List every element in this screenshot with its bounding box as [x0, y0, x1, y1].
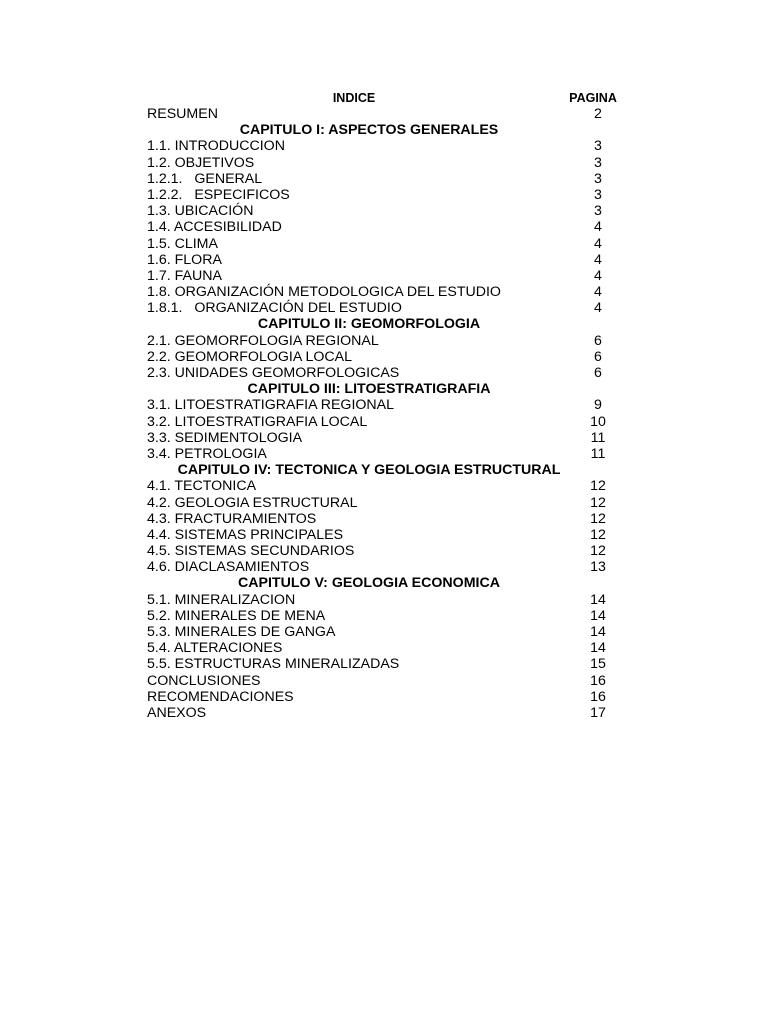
toc-entry	[147, 414, 623, 430]
toc-entry-page: 13	[590, 559, 606, 576]
toc-entry	[147, 203, 623, 219]
toc-rows	[147, 106, 623, 721]
toc-entry-label: 1.8. ORGANIZACIÓN METODOLOGICA DEL ESTUDIO	[147, 284, 501, 301]
toc-entry-label: 4.5. SISTEMAS SECUNDARIOS	[147, 543, 355, 560]
toc-entry-page: 14	[590, 591, 606, 608]
toc-entry-page: 6	[594, 365, 602, 381]
toc-entry	[147, 559, 623, 575]
toc-entry	[147, 608, 623, 624]
toc-entry-page: 12	[590, 510, 606, 527]
toc-entry-label: 2.2. GEOMORFOLOGIA LOCAL	[147, 348, 352, 365]
toc-entry-label: 5.1. MINERALIZACION	[147, 591, 296, 608]
toc-entry	[147, 689, 623, 705]
toc-entry-label: CONCLUSIONES	[147, 672, 261, 689]
toc-entry-page: 17	[590, 704, 606, 721]
chapter-heading: CAPITULO II: GEOMORFOLOGIA	[257, 316, 481, 333]
toc-entry-label: 3.3. SEDIMENTOLOGIA	[147, 429, 303, 446]
toc-entry-page: 4	[594, 300, 602, 317]
toc-entry-label: 1.1. INTRODUCCION	[147, 138, 285, 155]
toc-entry-page: 3	[594, 203, 602, 220]
toc-entry-label: 1.2.1. GENERAL	[147, 170, 263, 187]
toc-entry-label: 1.4. ACCESIBILIDAD	[147, 219, 282, 236]
toc-entry-label: 1.8.1. ORGANIZACIÓN DEL ESTUDIO	[147, 300, 402, 317]
toc-entry-page: 4	[594, 219, 602, 236]
toc-entry-page: 15	[590, 656, 606, 673]
toc-entry-page: 12	[590, 494, 606, 511]
toc-entry	[147, 349, 623, 365]
toc-entry	[147, 511, 623, 527]
toc-entry-page: 11	[590, 429, 606, 446]
toc-entry-page: 9	[594, 397, 602, 414]
toc-entry-page: 11	[590, 445, 606, 462]
toc-entry-label: RECOMENDACIONES	[147, 688, 294, 705]
toc-entry-label: 4.4. SISTEMAS PRINCIPALES	[147, 526, 344, 543]
toc-entry-label: 4.1. TECTONICA	[147, 478, 257, 495]
toc-header	[147, 90, 623, 106]
toc-entry-label: 5.5. ESTRUCTURAS MINERALIZADAS	[147, 656, 400, 673]
toc-entry-page: 12	[590, 543, 606, 560]
toc-entry	[147, 543, 623, 559]
toc-entry-page: 6	[594, 348, 602, 365]
toc-entry-page: 3	[594, 186, 602, 203]
toc-entry-label: 2.3. UNIDADES GEOMORFOLOGICAS	[147, 365, 400, 381]
toc-entry-label: 1.5. CLIMA	[147, 235, 218, 252]
toc-entry-page: 14	[590, 640, 606, 657]
chapter-heading: CAPITULO III: LITOESTRATIGRAFIA	[247, 381, 491, 398]
toc-entry	[147, 656, 623, 672]
toc-entry	[147, 300, 623, 316]
toc-entry	[147, 219, 623, 235]
toc-entry	[147, 236, 623, 252]
toc-entry-label: 5.2. MINERALES DE MENA	[147, 607, 326, 624]
toc-entry	[147, 171, 623, 187]
toc-entry-label: 3.2. LITOESTRATIGRAFIA LOCAL	[147, 413, 368, 430]
chapter-heading: CAPITULO IV: TECTONICA Y GEOLOGIA ESTRUCTURAL	[177, 462, 561, 479]
toc-entry	[147, 495, 623, 511]
toc-entry	[147, 397, 623, 413]
toc-entry-page: 4	[594, 235, 602, 252]
toc-entry	[147, 673, 623, 689]
toc-entry-label: 1.7. FAUNA	[147, 267, 222, 284]
toc-entry-page: 3	[594, 170, 602, 187]
chapter-heading: CAPITULO I: ASPECTOS GENERALES	[239, 122, 499, 139]
toc-entry-page: 3	[594, 154, 602, 171]
toc-entry	[147, 446, 623, 462]
toc-entry-page: 14	[590, 624, 606, 640]
toc-entry	[147, 640, 623, 656]
toc-entry	[147, 527, 623, 543]
toc-entry-label: 5.3. MINERALES DE GANGA	[147, 624, 336, 640]
toc-entry-label: 3.1. LITOESTRATIGRAFIA REGIONAL	[147, 397, 395, 414]
toc-entry-label: 5.4. ALTERACIONES	[147, 640, 283, 657]
toc-entry	[147, 624, 623, 640]
toc-entry-label: 4.3. FRACTURAMIENTOS	[147, 510, 317, 527]
toc-entry	[147, 106, 623, 122]
toc-entry	[147, 705, 623, 721]
toc-entry	[147, 478, 623, 494]
page-column-header: PAGINA	[569, 91, 617, 105]
toc-entry-page: 16	[590, 688, 606, 705]
toc-entry	[147, 592, 623, 608]
toc-entry-label: 3.4. PETROLOGIA	[147, 445, 267, 462]
toc-entry-label: 1.2.2. ESPECIFICOS	[147, 186, 290, 203]
toc-entry-page: 14	[590, 607, 606, 624]
toc-entry-page: 12	[590, 526, 606, 543]
chapter-heading: CAPITULO V: GEOLOGIA ECONOMICA	[238, 575, 500, 592]
toc-entry-page: 3	[594, 138, 602, 155]
toc-entry-page: 12	[590, 478, 606, 495]
toc-entry-label: 1.6. FLORA	[147, 251, 222, 268]
toc-entry	[147, 284, 623, 300]
toc-entry-page: 2	[594, 106, 602, 122]
toc-title: INDICE	[332, 91, 376, 105]
toc-entry	[147, 252, 623, 268]
toc-entry-page: 10	[590, 413, 606, 430]
table-of-contents	[147, 90, 623, 721]
toc-entry-page: 6	[594, 332, 602, 349]
toc-entry-label: 4.2. GEOLOGIA ESTRUCTURAL	[147, 494, 358, 511]
toc-entry	[147, 333, 623, 349]
toc-entry-label: 2.1. GEOMORFOLOGIA REGIONAL	[147, 332, 379, 349]
toc-entry	[147, 365, 623, 381]
toc-entry-label: RESUMEN	[147, 106, 218, 122]
toc-entry-label: 4.6. DIACLASAMIENTOS	[147, 559, 310, 576]
toc-entry-label: ANEXOS	[147, 704, 207, 721]
toc-entry	[147, 430, 623, 446]
toc-entry-page: 4	[594, 251, 602, 268]
toc-entry-page: 4	[594, 267, 602, 284]
toc-entry	[147, 268, 623, 284]
toc-entry	[147, 155, 623, 171]
toc-entry	[147, 187, 623, 203]
toc-entry-label: 1.3. UBICACIÓN	[147, 203, 254, 220]
toc-entry-page: 4	[594, 284, 602, 301]
toc-entry-page: 16	[590, 672, 606, 689]
toc-entry	[147, 138, 623, 154]
toc-entry-label: 1.2. OBJETIVOS	[147, 154, 255, 171]
